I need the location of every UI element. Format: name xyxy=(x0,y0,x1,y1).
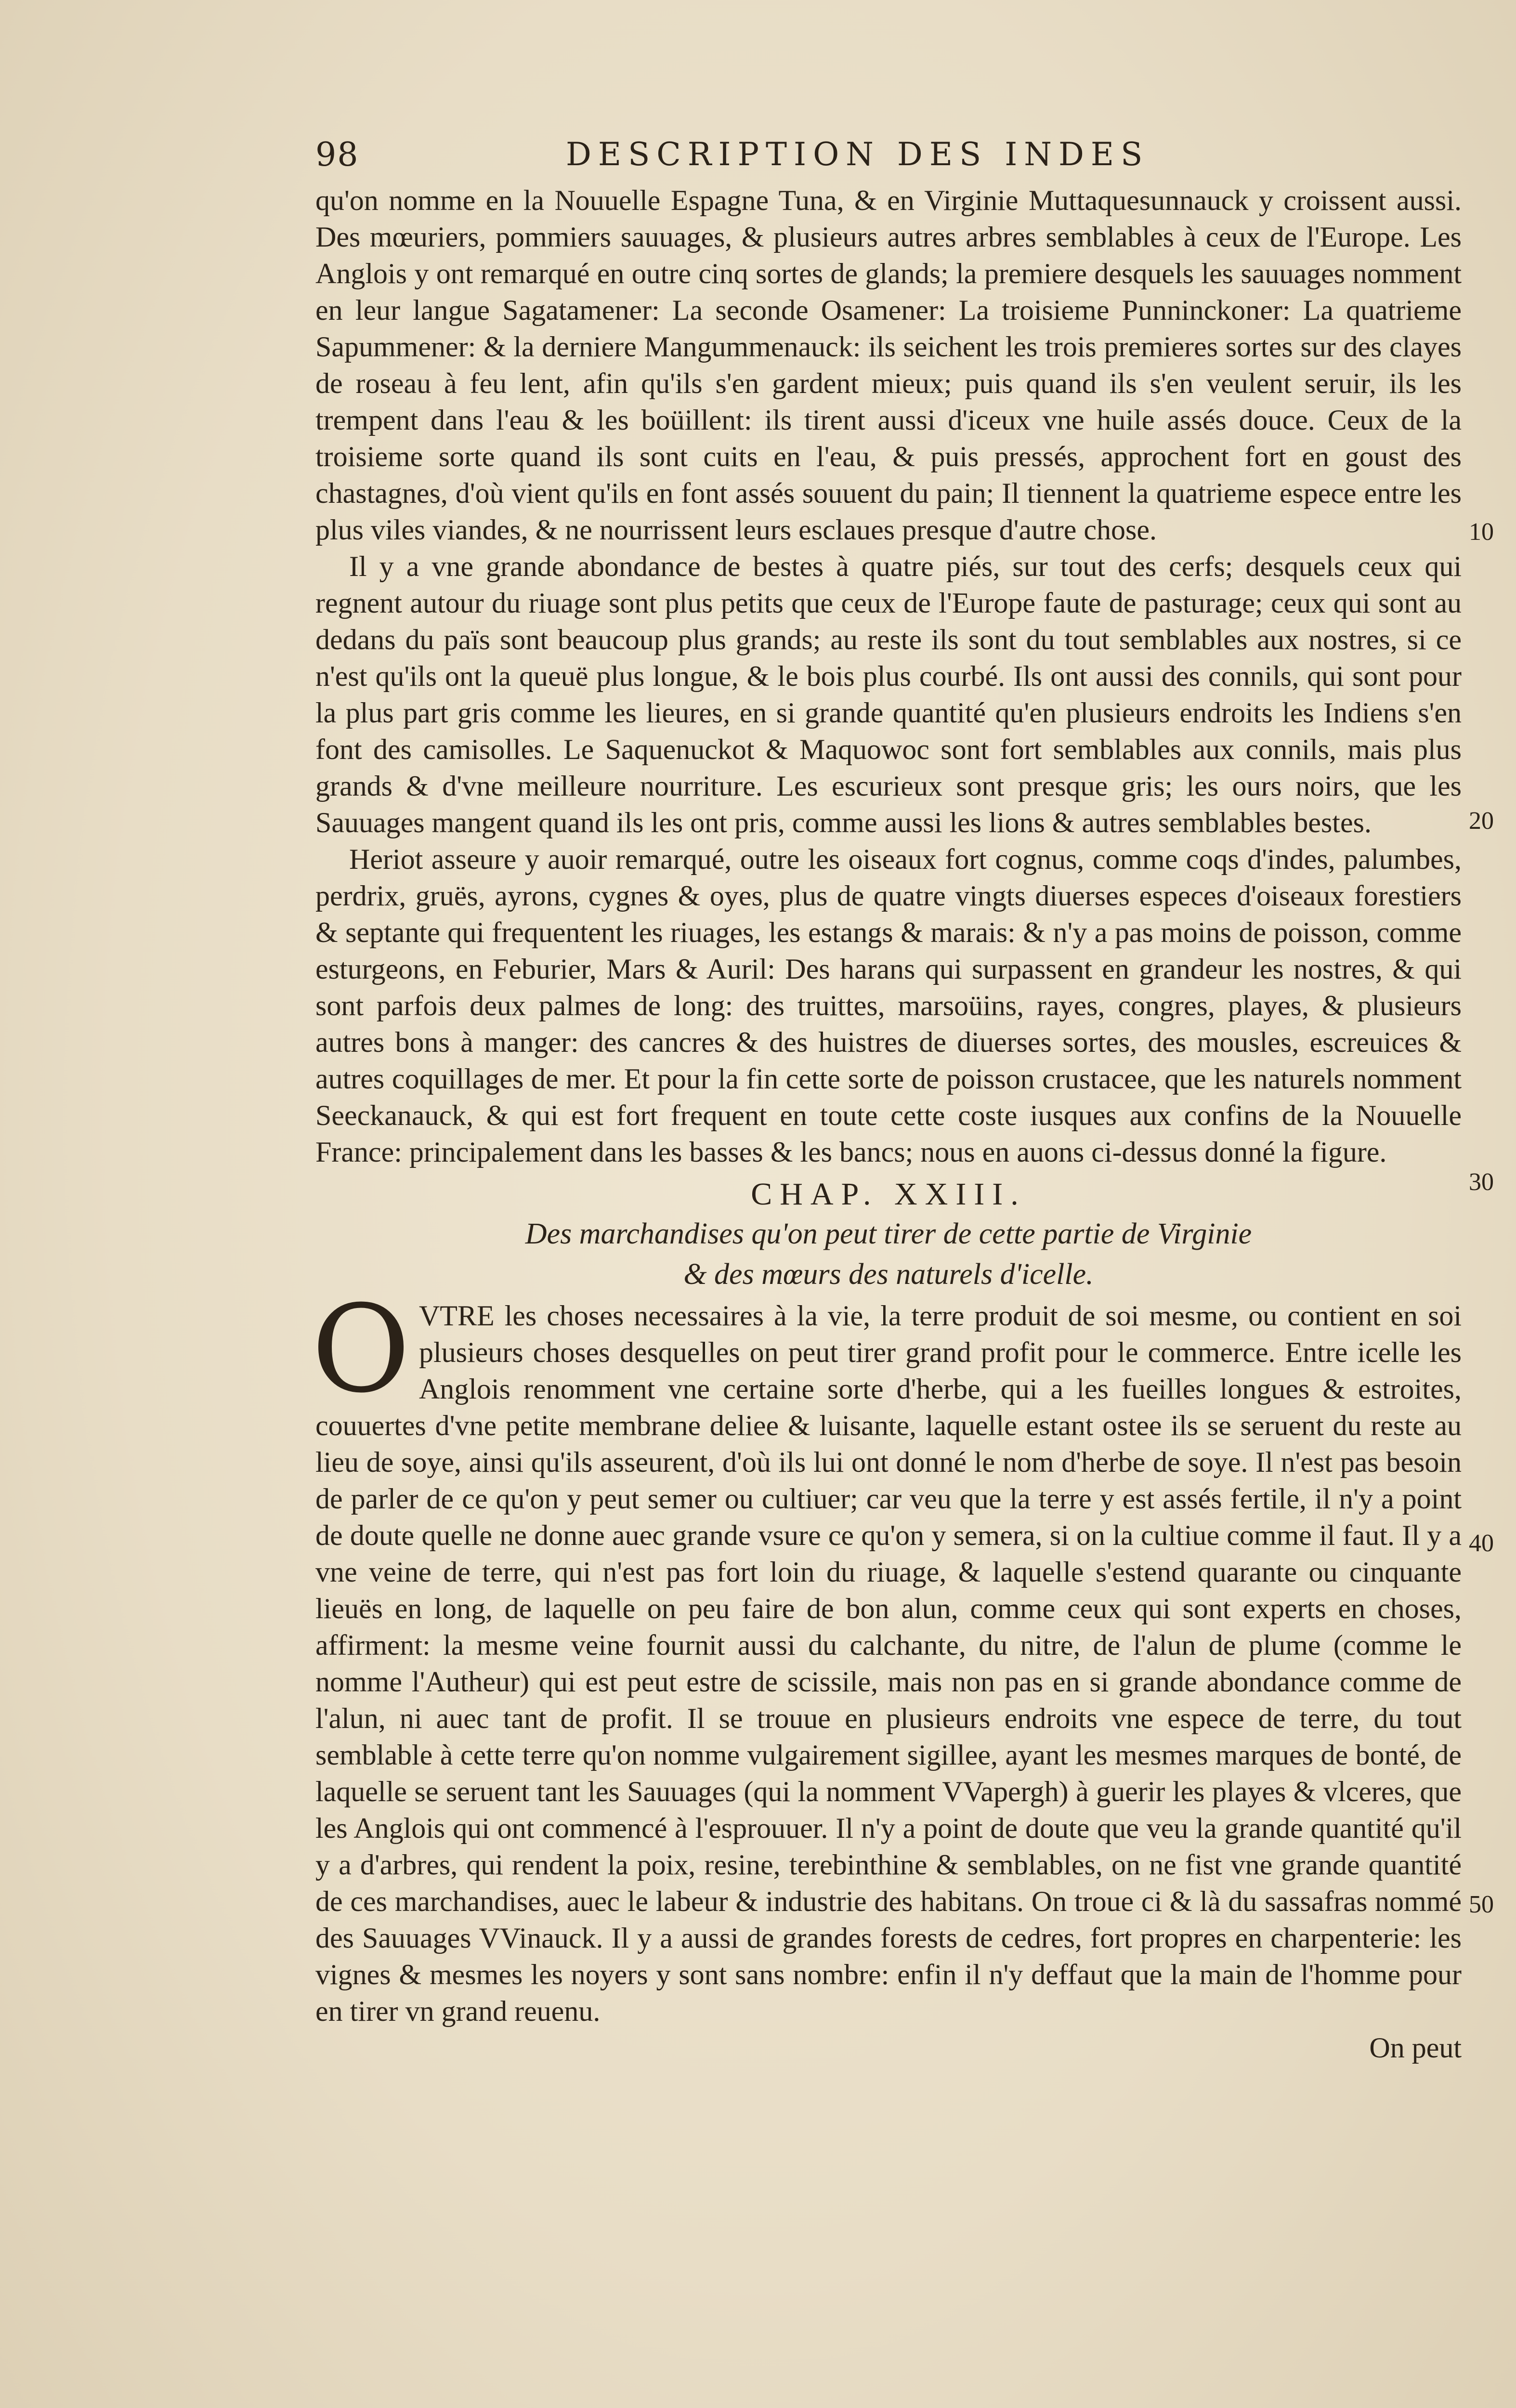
body-text xyxy=(312,182,1462,2066)
page-header xyxy=(315,136,1462,189)
paragraph-merchandise-text: VTRE les choses necessaires à la vie, la terre produit de soi mesme, ou contient en soi plusieurs choses desquelles on peut tirer grand profit pour le commerce. Entre icelle les Anglois renomment vne certaine sorte d'herbe, qui a les fueilles longues & estroites, couuertes d'vne petite membrane deliee & luisante, laquelle estant ostee ils se seruent du reste au lieu de soye, ainsi qu'ils asseurent, d'où ils lui ont donné le nom d'herbe de soye. Il n'est pas besoin de parler de ce qu'on y peut semer ou cultiuer; car veu que la terre y est assés fertile, il n'y a point de doute quelle ne donne auec grande vsure ce qu'on y semera, si on la cultiue comme il faut. Il y a vne veine de terre, qui n'est pas fort loin du riuage, & laquelle s'estend quarante ou cinquante lieuës en long, de laquelle on peu faire de bon alun, comme ceux qui sont experts en choses, affirment: la mesme veine fournit aussi du calchante, du nitre, de l'alun de plume (comme le nomme l'Autheur) qui est peut estre de scissile, mais non pas en si grande abondance comme de l'alun, ni auec tant de profit. Il se trouue en plusieurs endroits vne espece de terre, du tout semblable à cette terre qu'on nomme vulgairement sigillee, ayant les mesmes marques de bonté, de laquelle se seruent tant les Sauuages (qui la nomment VVapergh) à guerir les playes & vlceres, que les Anglois qui ont commencé à l'esprouuer. Il n'y a point de doute que veu la grande quantité qu'il y a d'arbres, qui rendent la poix, resine, terebinthine & semblables, on ne fist vne grande quantité de ces marchandises, auec le labeur & industrie des habitans. On troue ci & là du sassafras nommé des Sauuages VVinauck. Il y a aussi de grandes forests de cedres, fort propres en charpenterie: les vignes & mesmes les noyers y sont sans nombre: enfin il n'y deffaut que la main de l'homme pour en tirer vn grand reuenu. xyxy=(315,1300,1462,2027)
margin-line-number: 40 xyxy=(1469,1530,1494,1557)
paragraph-beasts: Il y a vne grande abondance de bestes à quatre piés, sur tout des cerfs; desquels ceux qui regnent autour du riuage sont plus petits que ceux de l'Europe faute de pasturage; ceux qui sont au dedans du païs sont beaucoup plus grands; au reste ils sont du tout semblables aux nostres, si ce n'est qu'ils ont la queuë plus longue, & le bois plus courbé. Ils ont aussi des connils, qui sont pour la plus part gris comme les lieures, en si grande quantité qu'en plusieurs endroits les Indiens s'en font des camisolles. Le Saquenuckot & Maquowoc sont fort semblables aux connils, mais plus grands & d'vne meilleure nourriture. Les escurieux sont presque gris; les ours noirs, que les Sauuages mangent quand ils les ont pris, comme aussi les lions & autres semblables bestes. xyxy=(315,550,1462,838)
paragraph-acorns: qu'on nomme en la Nouuelle Espagne Tuna, & en Virginie Muttaquesunnauck y croissent aussi. Des mœuriers, pommiers sauuages, & plusieurs autres arbres semblables à ceux de l'Europe. Les Anglois y ont remarqué en outre cinq sortes de glands; la premiere desquels les sauuages nomment en leur langue Sagatamener: La seconde Osamener: La troisieme Punninckoner: La quatrieme Sapummener: & la derniere Mangummenauck: ils seichent les trois premieres sortes sur des clayes de roseau à feu lent, afin qu'ils s'en gardent mieux; puis quand ils s'en veulent seruir, ils les trempent dans l'eau & les boüillent: ils tirent aussi d'iceux vne huile assés douce. Ceux de la troisieme sorte quand ils sont cuits en l'eau, & puis pressés, approchent fort en goust des chastagnes, d'où vient qu'ils en font assés souuent du pain; Il tiennent la quatrieme espece entre les plus viles viandes, & ne nourrissent leurs esclaues presque d'autre chose. xyxy=(315,184,1462,546)
margin-line-number: 20 xyxy=(1469,807,1494,835)
page-number: 98 xyxy=(315,136,359,174)
catchword: On peut xyxy=(1369,2032,1462,2064)
chapter-subtitle xyxy=(315,1214,1462,1295)
margin-line-number: 30 xyxy=(1469,1168,1494,1196)
margin-line-number: 10 xyxy=(1469,518,1494,546)
paragraph-merchandise xyxy=(312,1279,1462,2029)
drop-cap: O xyxy=(312,1279,410,1419)
chapter-subtitle-line-2: & des mœurs des naturels d'icelle. xyxy=(683,1258,1094,1291)
paragraph-birds-fish: Heriot asseure y auoir remarqué, outre les oiseaux fort cognus, comme coqs d'indes, palumbes, perdrix, gruës, ayrons, cygnes & oyes, plus de quatre vingts diuerses especes d'oiseaux forestiers & septante qui frequentent les riuages, les estangs & marais: & n'y a pas moins de poisson, comme esturgeons, en Feburier, Mars & Auril: Des harans qui surpassent en grandeur les nostres, & qui sont parfois deux palmes de long: des truittes, marsoüins, rayes, congres, playes, & plusieurs autres bons à manger: des cancres & des huistres de diuerses sortes, des mousles, escreuices & autres coquillages de mer. Et pour la fin cette sorte de poisson crustacee, que les naturels nomment Seeckanauck, & qui est fort frequent en toute cette coste iusques aux confins de la Nouuelle France: principalement dans les basses & les bancs; nous en auons ci-dessus donné la figure. xyxy=(315,843,1462,1168)
chapter-subtitle-line-1: Des marchandises qu'on peut tirer de cette partie de Virginie xyxy=(525,1217,1252,1250)
chapter-heading: CHAP. XXIII. xyxy=(751,1177,1026,1212)
running-title: DESCRIPTION DES INDES xyxy=(566,136,1150,173)
margin-line-number: 50 xyxy=(1469,1891,1494,1918)
